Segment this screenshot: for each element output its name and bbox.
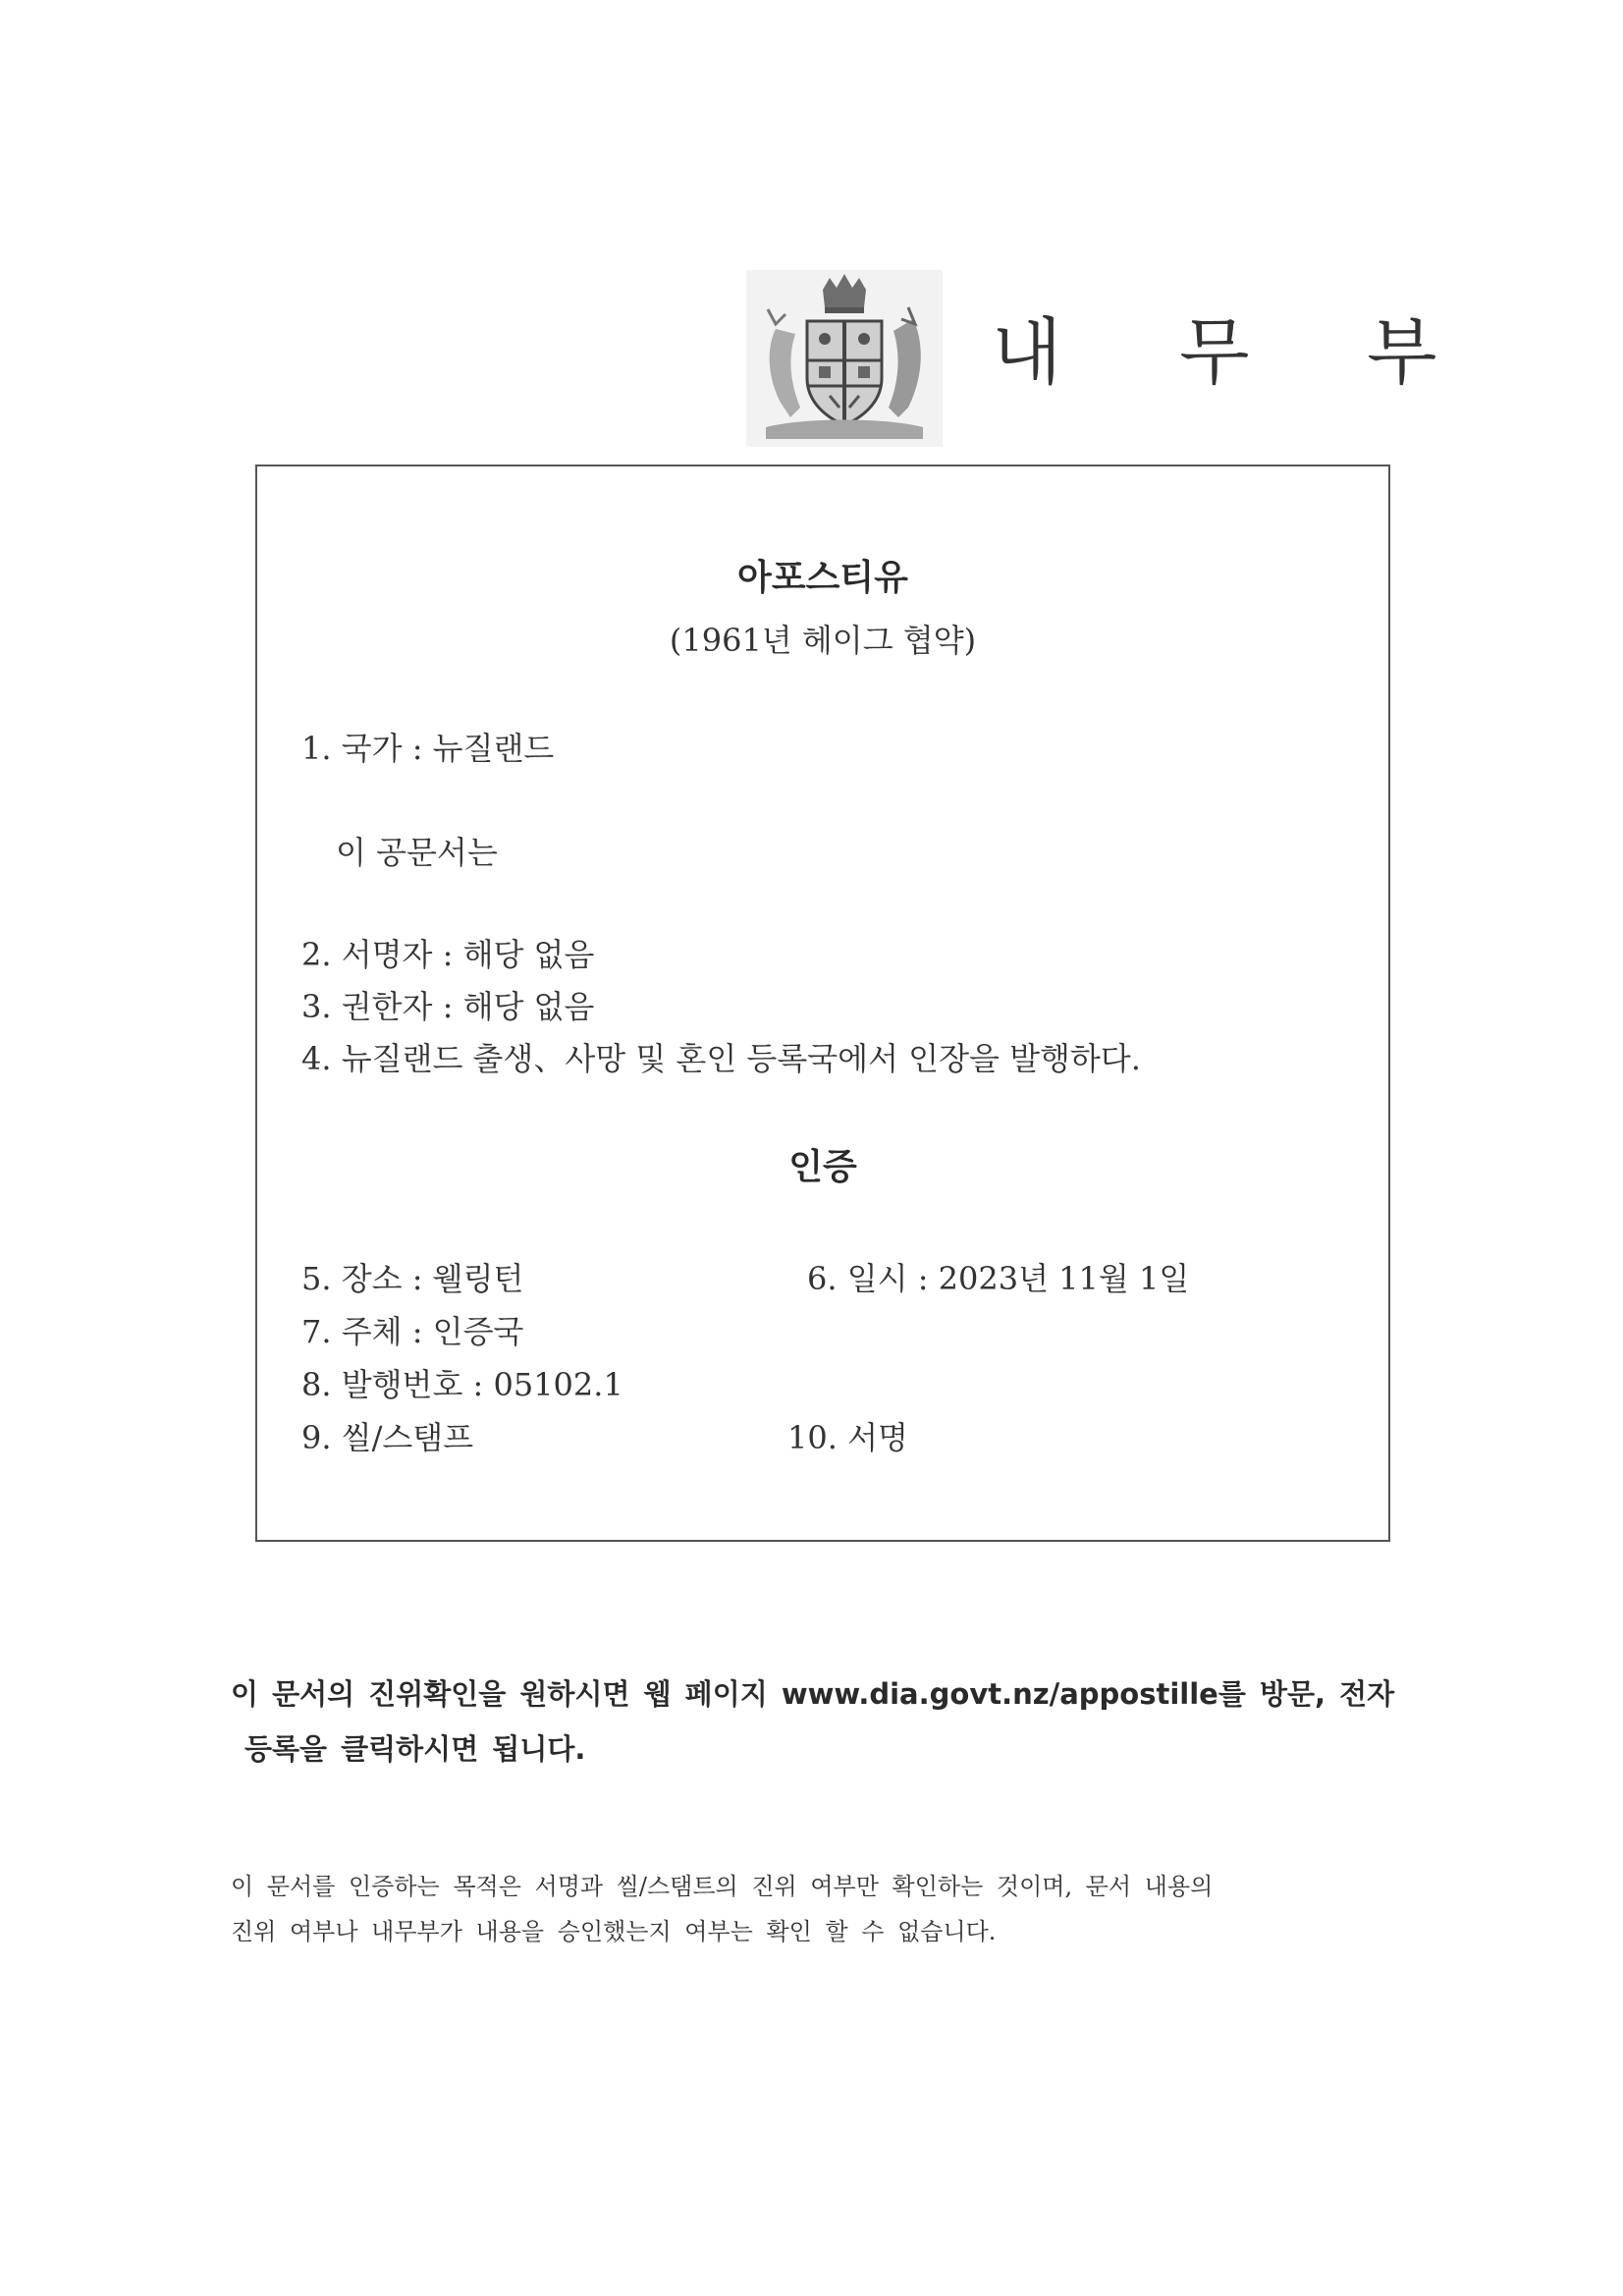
certified-heading: 인증 — [788, 1147, 857, 1187]
disclaimer-line-2: 진위 여부나 내무부가 내용을 승인했는지 여부는 확인 할 수 없습니다. — [231, 1918, 997, 1945]
apostille-title: 아포스티유 — [737, 558, 908, 598]
disclaimer-line-1: 이 문서를 인증하는 목적은 서명과 씰/스탬트의 진위 여부만 확인하는 것이며, 문서 내용의 — [231, 1873, 1214, 1900]
date-field: 6. 일시 : 2023년 11월 1일 — [807, 1260, 1190, 1297]
apostille-subtitle: (1961년 헤이그 협약) — [669, 622, 977, 659]
verification-line-1: 이 문서의 진위확인을 원하시면 웹 페이지 www.dia.govt.nz/appostille를 방문, 전자 — [231, 1677, 1395, 1711]
number-field: 8. 발행번호 : 05102.1 — [301, 1366, 623, 1403]
intro-text: 이 공문서는 — [336, 834, 498, 871]
by-field: 7. 주체 : 인증국 — [301, 1313, 524, 1350]
ministry-title: 내 무 부 — [992, 310, 1485, 395]
signature-field: 10. 서명 — [787, 1419, 908, 1456]
country-field: 1. 국가 : 뉴질랜드 — [301, 730, 555, 767]
signed-by-field: 2. 서명자 : 해당 없음 — [301, 936, 595, 973]
place-field: 5. 장소 : 웰링턴 — [301, 1260, 524, 1297]
seal-stamp-field: 9. 씰/스탬프 — [301, 1419, 474, 1456]
coat-of-arms-icon — [746, 270, 943, 447]
apostille-box — [255, 465, 1390, 1542]
verification-note — [231, 1667, 1399, 1777]
capacity-field: 3. 권한자 : 해당 없음 — [301, 988, 595, 1025]
disclaimer-note — [231, 1864, 1399, 1954]
seal-of-field: 4. 뉴질랜드 출생、사망 및 혼인 등록국에서 인장을 발행하다. — [301, 1040, 1141, 1077]
verification-line-2: 등록을 클릭하시면 됩니다. — [244, 1732, 586, 1766]
